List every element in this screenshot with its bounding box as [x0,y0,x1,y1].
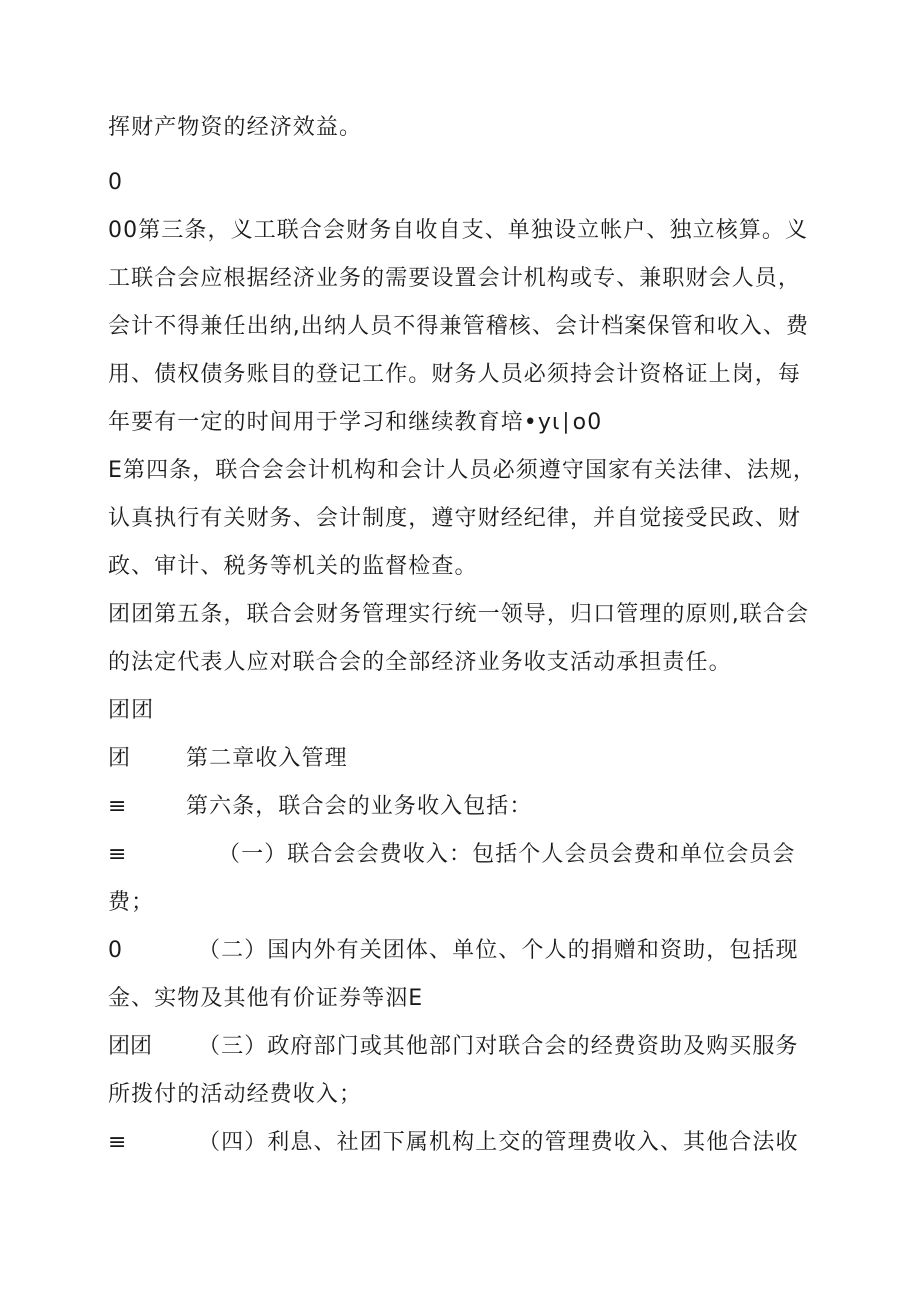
article-4-line: E第四条，联合会会计机构和会计人员必须遵守国家有关法律、法规， [108,458,817,483]
text-line: 所拨付的活动经费收入； [108,1082,363,1107]
text-line: 用、债权债务账目的登记工作。财务人员必须持会计资格证上岗，每 [108,362,802,387]
list-item-4: （四）利息、社团下属机构上交的管理费收入、其他合法收 [198,1130,799,1155]
article-5-line: 团团第五条，联合会财务管理实行统一领导，归口管理的原则,联合会 [108,602,810,627]
text-line: 0 [108,170,124,195]
list-item-2: （二）国内外有关团体、单位、个人的捐赠和资助，包括现 [198,938,799,963]
list-item-3: （三）政府部门或其他部门对联合会的经费资助及购买服务 [198,1034,799,1059]
list-item-1: （一）联合会会费收入：包括个人会员会费和单位会员会 [218,842,796,867]
line-marker: 团团 [108,1034,153,1059]
article-3-line: 00第三条，义工联合会财务自收自支、单独设立帐户、独立核算。义 [108,218,809,243]
line-marker: ≡ [108,842,127,867]
text-line: 费； [108,890,155,915]
text-line: 政、审计、税务等机关的监督检查。 [108,554,478,579]
text-line: 团团 [108,698,155,723]
chapter-2-heading: 第二章收入管理 [186,746,348,771]
article-6-line: 第六条，联合会的业务收入包括： [186,794,533,819]
text-line: 的法定代表人应对联合会的全部经济业务收支活动承担责任。 [108,650,732,675]
text-line: 挥财产物资的经济效益。 [108,115,363,140]
line-marker: ≡ [108,794,127,819]
text-line: 认真执行有关财务、会计制度，遵守财经纪律，并自觉接受民政、财 [108,506,802,531]
text-line: 金、实物及其他有价证券等泅E [108,986,424,1011]
line-marker: ≡ [108,1130,127,1155]
text-line: 年要有一定的时间用于学习和继续教育培•yι∣o0 [108,410,603,435]
text-line: 工联合会应根据经济业务的需要设置会计机构或专、兼职财会人员， [108,266,802,291]
line-marker: 0 [108,938,122,963]
line-marker: 团 [108,746,131,771]
text-line: 会计不得兼任出纳,出纳人员不得兼管稽核、会计档案保管和收入、费 [108,314,810,339]
